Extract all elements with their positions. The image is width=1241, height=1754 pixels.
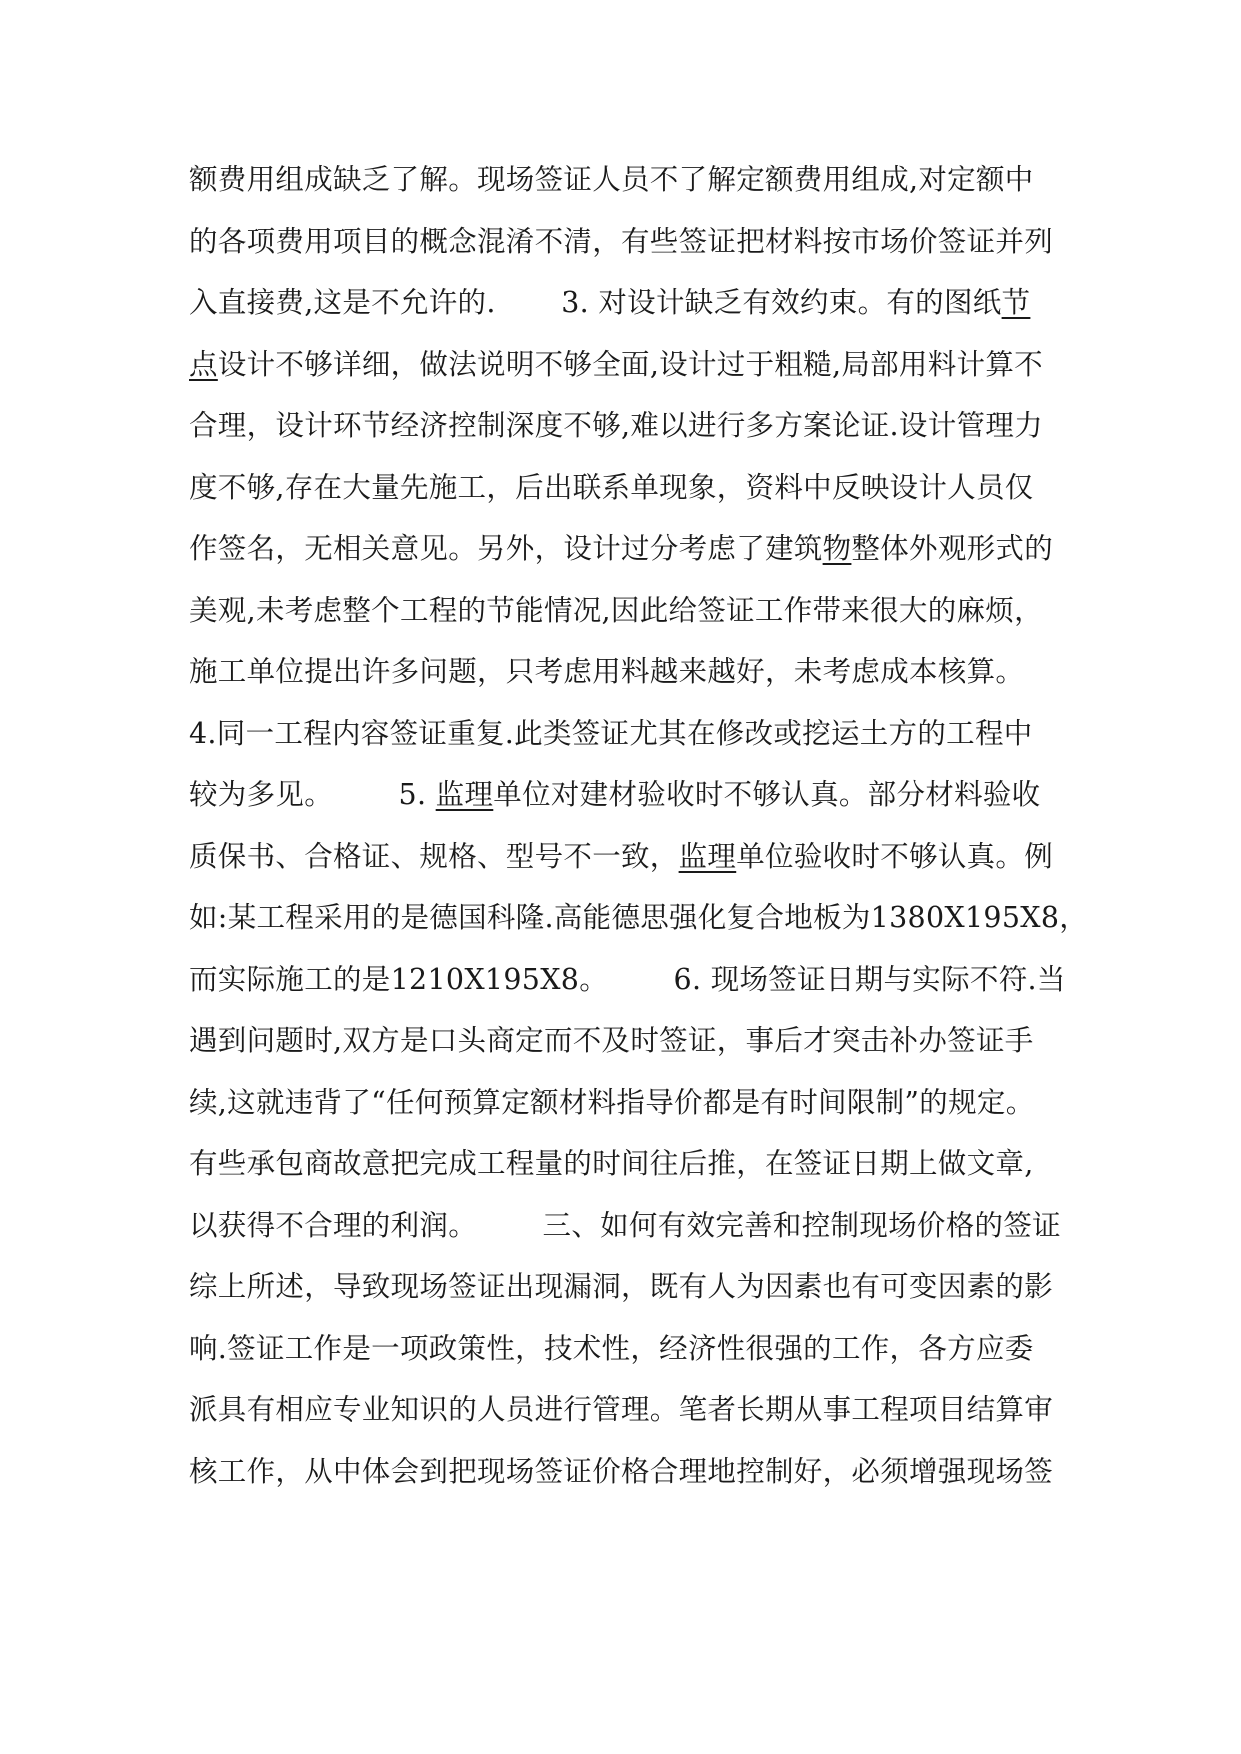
underlined-text: 监理 — [678, 839, 737, 873]
text-run: 遇到问题时,双方是口头商定而不及时签证，事后才突击补办签证手 — [189, 1024, 1034, 1057]
text-line — [189, 591, 1059, 653]
text-line — [189, 406, 1059, 468]
text-run: 续,这就违背了“任何预算定额材料指导价都是有时间限制”的规定。 — [189, 1085, 1035, 1119]
text-run: 综上所述，导致现场签证出现漏洞，既有人为因素也有可变因素的影 — [189, 1270, 1054, 1303]
underlined-text: 物 — [822, 532, 852, 565]
text-line — [189, 1329, 1059, 1391]
text-run: 整体外观形式的 — [851, 532, 1054, 565]
text-line — [189, 652, 1059, 714]
text-line — [189, 222, 1059, 284]
text-run: 单位对建材验收时不够认真。部分材料验收 — [493, 778, 1041, 811]
underlined-text: 节 — [1001, 286, 1031, 319]
text-run: 派具有相应专业知识的人员进行管理。笔者长期从事工程项目结算审 — [189, 1393, 1054, 1426]
underlined-text: 点 — [189, 347, 218, 381]
text-run: 有些承包商故意把完成工程量的时间往后推，在签证日期上做文章, — [189, 1147, 1034, 1180]
text-line — [189, 1206, 1059, 1268]
text-run: 响.签证工作是一项政策性，技术性，经济性很强的工作，各方应委 — [189, 1331, 1034, 1365]
text-run: 而实际施工的是1210X195X8。 6. 现场签证日期与实际不符.当 — [189, 962, 1066, 996]
text-line — [189, 283, 1059, 345]
text-line — [189, 160, 1059, 222]
text-run: 合理，设计环节经济控制深度不够,难以进行多方案论证.设计管理力 — [189, 409, 1043, 442]
text-run: 核工作，从中体会到把现场签证价格合理地控制好，必须增强现场签 — [189, 1454, 1054, 1488]
text-line — [189, 468, 1059, 530]
text-line — [189, 1390, 1059, 1452]
text-run: 作签名，无相关意见。另外，设计过分考虑了建筑 — [189, 532, 823, 565]
text-run: 以获得不合理的利润。 三、如何有效完善和控制现场价格的签证 — [189, 1208, 1061, 1242]
text-line — [189, 529, 1059, 591]
text-line — [189, 1021, 1059, 1083]
text-line — [189, 1083, 1059, 1145]
text-run: 度不够,存在大量先施工，后出联系单现象，资料中反映设计人员仅 — [189, 470, 1034, 504]
text-run: 4.同一工程内容签证重复.此类签证尤其在修改或挖运土方的工程中 — [189, 716, 1033, 750]
text-run: 如:某工程采用的是德国科隆.高能德思强化复合地板为1380X195X8， — [189, 901, 1089, 934]
text-run: 额费用组成缺乏了解。现场签证人员不了解定额费用组成,对定额中 — [189, 163, 1034, 196]
text-line — [189, 837, 1059, 899]
underlined-text: 监理 — [435, 778, 494, 811]
text-line — [189, 960, 1066, 1022]
body-text — [189, 160, 1089, 1513]
text-run: 较为多见。 5. — [189, 778, 436, 811]
text-run: 单位验收时不够认真。例 — [736, 839, 1054, 873]
text-run: 设计不够详细，做法说明不够全面,设计过于粗糙,局部用料计算不 — [217, 347, 1043, 381]
text-line — [189, 1452, 1059, 1514]
text-line — [189, 1144, 1059, 1206]
text-line — [189, 1267, 1059, 1329]
text-run: 的各项费用项目的概念混淆不清，有些签证把材料按市场价签证并列 — [189, 224, 1054, 258]
text-line — [189, 714, 1059, 776]
text-run: 美观,未考虑整个工程的节能情况,因此给签证工作带来很大的麻烦， — [189, 593, 1043, 627]
text-line — [189, 775, 1059, 837]
text-run: 质保书、合格证、规格、型号不一致， — [189, 839, 679, 873]
text-run: 入直接费,这是不允许的. 3. 对设计缺乏有效约束。有的图纸 — [189, 286, 1002, 319]
text-run: 施工单位提出许多问题，只考虑用料越来越好，未考虑成本核算。 — [189, 655, 1025, 688]
text-line — [189, 898, 1089, 960]
text-line — [189, 345, 1059, 407]
